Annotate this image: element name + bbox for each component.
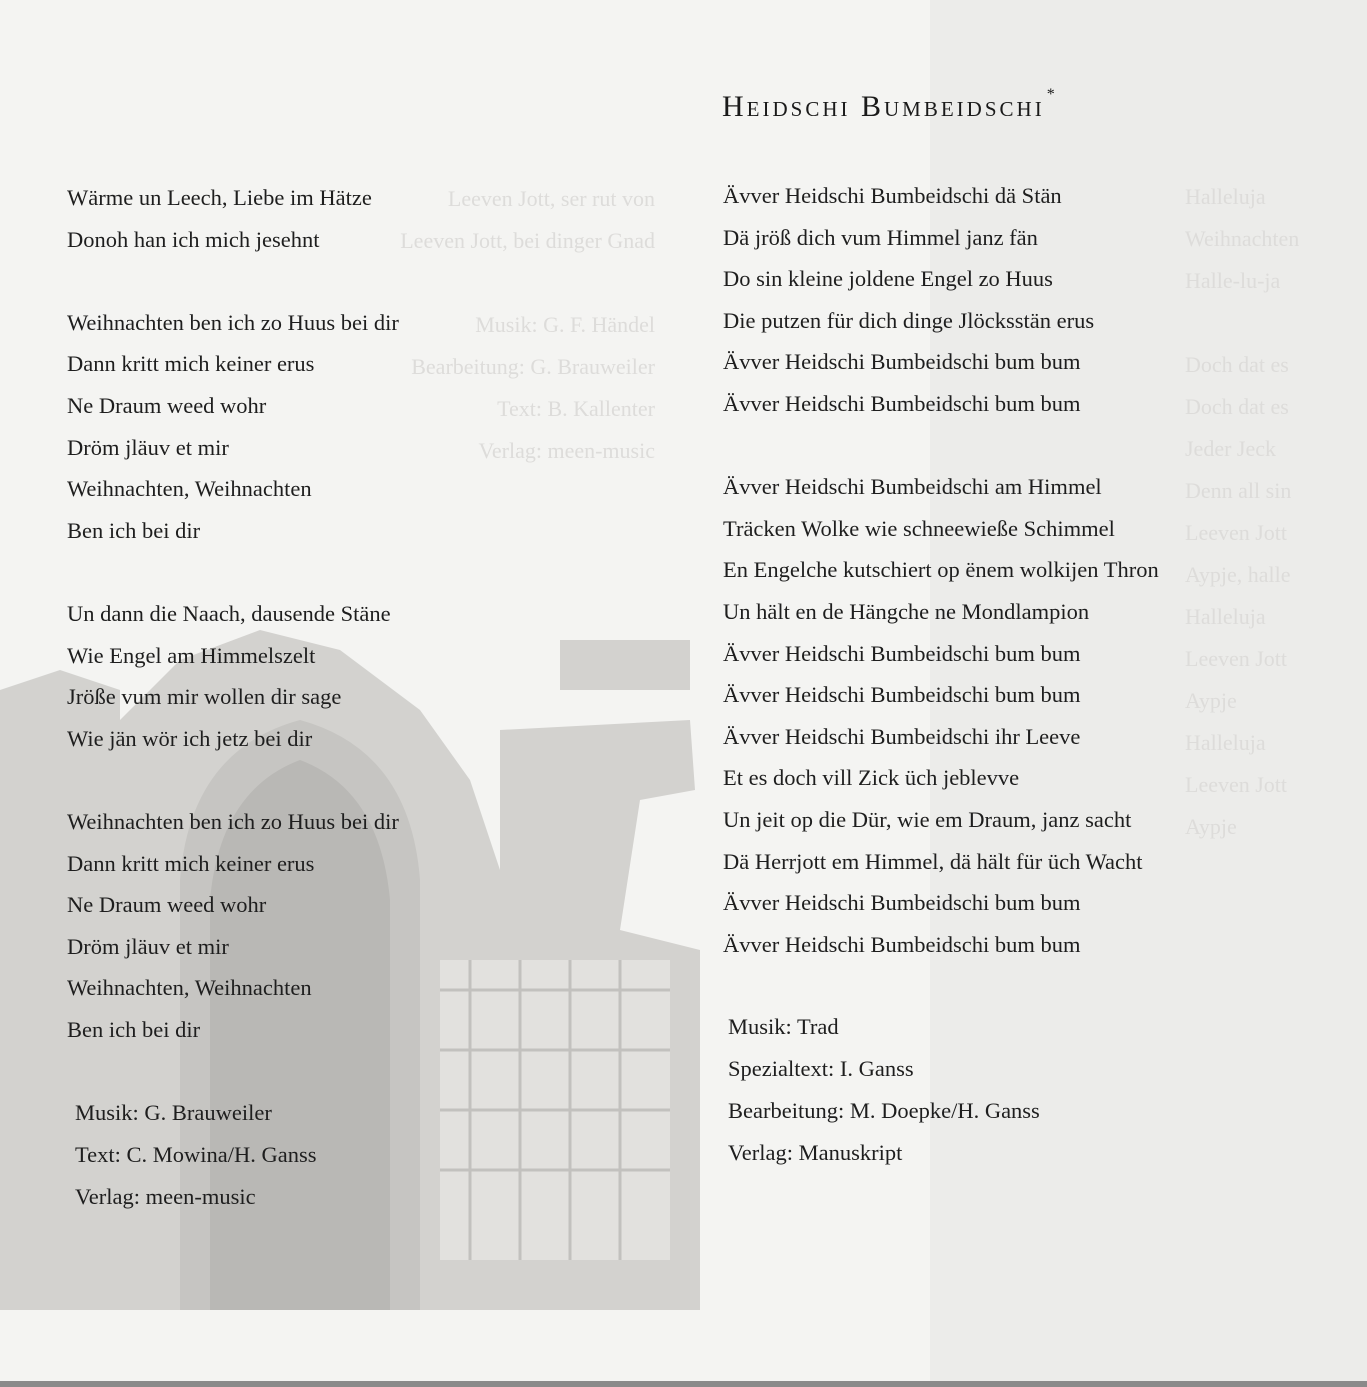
lyric-line: Dröm jläuv et mir [67, 434, 229, 460]
lyrics-right-column [723, 175, 1159, 965]
lyric-line [67, 260, 399, 302]
lyric-line: Weihnachten, Weihnachten [67, 975, 312, 1001]
lyric-line: Dä Herrjott em Himmel, dä hält für üch Wacht [723, 848, 1143, 874]
lyric-line: Wärme un Leech, Liebe im Hätze [67, 185, 372, 210]
lyric-line [67, 759, 399, 801]
lyric-line: Et es doch vill Zick üch jeblevve [723, 765, 1020, 791]
lyric-line: Weihnachten ben ich zo Huus bei dir [67, 808, 399, 834]
lyric-line: Un jeit op die Dür, wie em Draum, janz sacht [723, 806, 1132, 832]
lyric-line: Ävver Heidschi Bumbeidschi bum bum [723, 640, 1081, 666]
page-bottom-edge [0, 1381, 1367, 1387]
lyric-line: Ävver Heidschi Bumbeidschi bum bum [723, 931, 1081, 957]
lyric-line: Dann kritt mich keiner erus [67, 351, 315, 377]
credit-text: Text: C. Mowina/H. Ganss [75, 1142, 317, 1167]
credits-right [728, 1006, 1040, 1174]
lyric-line: Ben ich bei dir [67, 1016, 201, 1042]
lyric-line: Un dann die Naach, dausende Stäne [67, 600, 391, 626]
background-watermark-text-right: Halleluja Weihnachten Halle-lu-ja Doch dat es Doch dat es Jeder Jeck Denn all sin Leeven Jott Aypje, halle Halleluja Leeven Jott Aypje Halleluja Leeven Jott Aypje [1185, 184, 1300, 839]
credit-publisher: Verlag: Manuskript [728, 1140, 903, 1165]
lyrics-left-column [67, 177, 399, 1050]
lyric-line: Dä jröß dich vum Himmel janz fän [723, 224, 1038, 250]
lyric-line: Do sin kleine joldene Engel zo Huus [723, 266, 1053, 292]
footnote-mark: * [1046, 86, 1055, 103]
lyric-line: Donoh han ich mich jesehnt [67, 226, 320, 252]
background-watermark-text: Leeven Jott, ser rut von Leeven Jott, bei dinger Gnad Musik: G. F. Händel Bearbeitung: G. Brauweiler Text: B. Kallenter Verlag: meen-music [400, 186, 655, 463]
lyric-line: Ävver Heidschi Bumbeidschi am Himmel [723, 474, 1102, 500]
lyric-line: Ävver Heidschi Bumbeidschi bum bum [723, 390, 1081, 416]
credit-publisher: Verlag: meen-music [75, 1184, 256, 1209]
lyric-line: Dröm jläuv et mir [67, 933, 229, 959]
lyric-line: Weihnachten, Weihnachten [67, 476, 312, 502]
lyric-line: Die putzen für dich dinge Jlöcksstän erus [723, 307, 1095, 333]
credit-music: Musik: G. Brauweiler [75, 1100, 272, 1125]
lyric-line: Ävver Heidschi Bumbeidschi bum bum [723, 890, 1081, 916]
lyric-line [723, 425, 1159, 467]
lyric-line: Wie jän wör ich jetz bei dir [67, 725, 313, 751]
lyric-line: Un hält en de Hängche ne Mondlampion [723, 598, 1090, 624]
lyric-line: Träcken Wolke wie schneewieße Schimmel [723, 515, 1115, 541]
credit-arrangement: Bearbeitung: M. Doepke/H. Ganss [728, 1098, 1040, 1123]
lyric-line: Dann kritt mich keiner erus [67, 850, 315, 876]
lyric-line: Ne Draum weed wohr [67, 892, 267, 918]
lyric-line: Jröße vum mir wollen dir sage [67, 684, 342, 710]
lyric-line: Ävver Heidschi Bumbeidschi bum bum [723, 682, 1081, 708]
lyric-line: Ävver Heidschi Bumbeidschi dä Stän [723, 183, 1062, 208]
lyric-line: Weihnachten ben ich zo Huus bei dir [67, 309, 399, 335]
lyric-line: Ne Draum weed wohr [67, 392, 267, 418]
song-title: Heidschi Bumbeidschi * [722, 86, 1055, 123]
lyric-line: Wie Engel am Himmelszelt [67, 642, 316, 668]
lyric-line: Ben ich bei dir [67, 517, 201, 543]
lyric-line: Ävver Heidschi Bumbeidschi ihr Leeve [723, 723, 1081, 749]
lyric-line: En Engelche kutschiert op ënem wolkijen Thron [723, 557, 1159, 583]
lyric-line: Ävver Heidschi Bumbeidschi bum bum [723, 349, 1081, 375]
lyric-line [67, 551, 399, 593]
credit-music: Musik: Trad [728, 1014, 839, 1039]
credits-left [75, 1092, 317, 1218]
credit-special-text: Spezialtext: I. Ganss [728, 1056, 914, 1081]
